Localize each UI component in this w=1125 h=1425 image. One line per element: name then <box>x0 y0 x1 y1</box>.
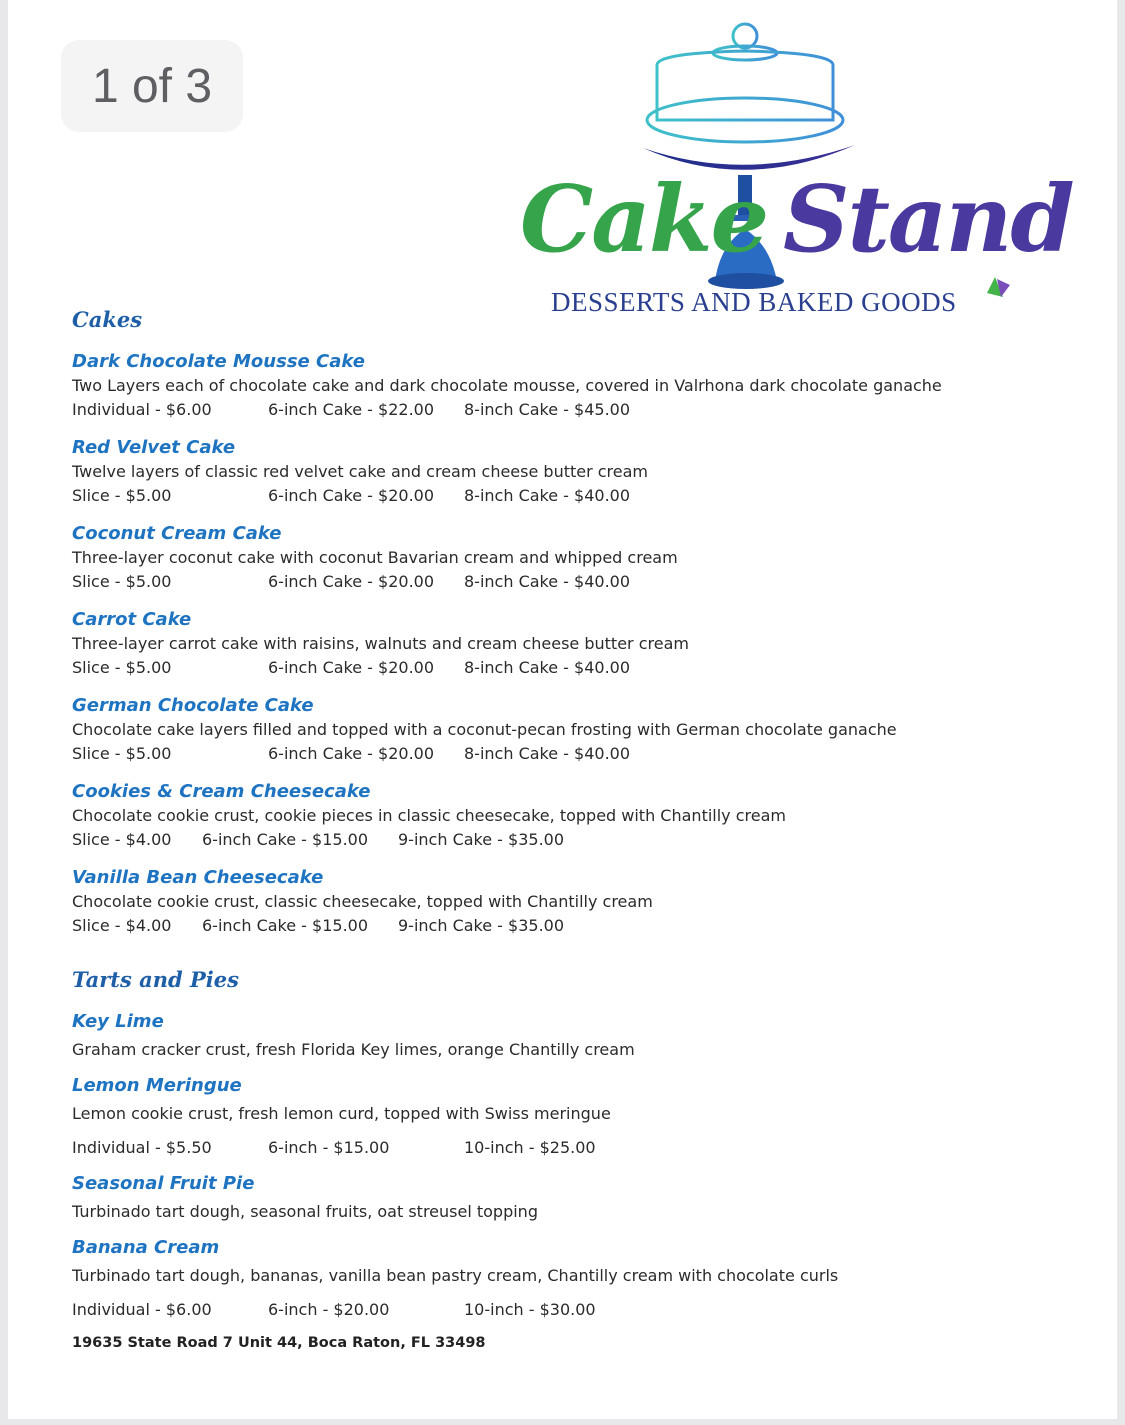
price-row <box>72 914 1082 938</box>
menu-content <box>72 306 1082 1354</box>
item-description: Twelve layers of classic red velvet cake and cream cheese butter cream <box>72 462 649 481</box>
price: 9-inch Cake - $35.00 <box>398 830 565 849</box>
menu-item <box>72 522 1082 594</box>
item-description: Chocolate cake layers filled and topped with a coconut-pecan frosting with German chocolate ganache <box>72 720 897 739</box>
price: Slice - $5.00 <box>72 744 172 763</box>
page-indicator: 1 of 3 <box>61 40 243 132</box>
price: Individual - $5.50 <box>72 1138 212 1157</box>
price-row <box>72 484 1082 508</box>
item-name: Red Velvet Cake <box>72 437 236 458</box>
item-description: Chocolate cookie crust, classic cheesecake, topped with Chantilly cream <box>72 892 653 911</box>
price-row <box>72 742 1082 766</box>
viewer-frame-bottom <box>0 1419 1125 1425</box>
price: Slice - $5.00 <box>72 486 172 505</box>
price: Individual - $6.00 <box>72 400 212 419</box>
price: 6-inch Cake - $20.00 <box>268 658 435 677</box>
item-description: Graham cracker crust, fresh Florida Key limes, orange Chantilly cream <box>72 1040 635 1059</box>
logo-word-cake: Cake <box>520 165 768 273</box>
item-name: Coconut Cream Cake <box>72 523 282 544</box>
price: 6-inch Cake - $15.00 <box>202 916 369 935</box>
item-name: Seasonal Fruit Pie <box>72 1173 255 1194</box>
price: Slice - $4.00 <box>72 830 172 849</box>
logo-word-stand: Stand <box>783 165 1073 273</box>
price-row <box>72 828 1082 852</box>
menu-item <box>72 1010 1082 1062</box>
price: 6-inch Cake - $20.00 <box>268 572 435 591</box>
item-description: Lemon cookie crust, fresh lemon curd, topped with Swiss meringue <box>72 1104 611 1123</box>
price-row <box>72 656 1082 680</box>
item-description: Turbinado tart dough, seasonal fruits, oat streusel topping <box>72 1202 538 1221</box>
item-name: Key Lime <box>72 1011 164 1032</box>
price: 6-inch Cake - $22.00 <box>268 400 435 419</box>
price: Slice - $5.00 <box>72 658 172 677</box>
price: 8-inch Cake - $40.00 <box>464 658 631 677</box>
item-description: Chocolate cookie crust, cookie pieces in classic cheesecake, topped with Chantilly cream <box>72 806 786 825</box>
price: 9-inch Cake - $35.00 <box>398 916 565 935</box>
price: 8-inch Cake - $45.00 <box>464 400 631 419</box>
menu-item <box>72 1172 1082 1224</box>
section-title-tarts: Tarts and Pies <box>72 967 239 992</box>
menu-item <box>72 866 1082 938</box>
item-name: Vanilla Bean Cheesecake <box>72 867 324 888</box>
footer-address: 19635 State Road 7 Unit 44, Boca Raton, FL 33498 <box>72 1335 486 1351</box>
price: Individual - $6.00 <box>72 1300 212 1319</box>
price: 8-inch Cake - $40.00 <box>464 744 631 763</box>
viewer-frame-right <box>1117 0 1125 1425</box>
menu-item <box>72 780 1082 852</box>
item-description: Three-layer carrot cake with raisins, walnuts and cream cheese butter cream <box>72 634 689 653</box>
viewer-frame-left <box>0 0 8 1425</box>
item-name: Cookies & Cream Cheesecake <box>72 781 371 802</box>
price: 10-inch - $30.00 <box>464 1300 596 1319</box>
menu-item <box>72 694 1082 766</box>
price-row <box>72 398 1082 422</box>
price: 8-inch Cake - $40.00 <box>464 572 631 591</box>
price: Slice - $5.00 <box>72 572 172 591</box>
price-row <box>72 1136 1082 1160</box>
item-name: Dark Chocolate Mousse Cake <box>72 351 365 372</box>
menu-item <box>72 436 1082 508</box>
section-title-cakes: Cakes <box>72 307 143 332</box>
price: 6-inch Cake - $20.00 <box>268 486 435 505</box>
price: Slice - $4.00 <box>72 916 172 935</box>
logo-tagline: DESSERTS AND BAKED GOODS <box>551 287 957 317</box>
item-description: Two Layers each of chocolate cake and dark chocolate mousse, covered in Valrhona dark chocolate ganache <box>72 376 942 395</box>
menu-item <box>72 350 1082 422</box>
price-row <box>72 1298 1082 1322</box>
menu-item <box>72 608 1082 680</box>
menu-item <box>72 1074 1082 1160</box>
price-row <box>72 570 1082 594</box>
item-description: Three-layer coconut cake with coconut Bavarian cream and whipped cream <box>72 548 678 567</box>
price: 6-inch Cake - $15.00 <box>202 830 369 849</box>
item-name: Lemon Meringue <box>72 1075 242 1096</box>
price: 6-inch - $20.00 <box>268 1300 390 1319</box>
price: 6-inch - $15.00 <box>268 1138 390 1157</box>
menu-item <box>72 1236 1082 1322</box>
cake-stand-logo <box>515 15 1073 325</box>
item-name: Banana Cream <box>72 1237 220 1258</box>
price: 6-inch Cake - $20.00 <box>268 744 435 763</box>
item-name: German Chocolate Cake <box>72 695 314 716</box>
price: 8-inch Cake - $40.00 <box>464 486 631 505</box>
item-name: Carrot Cake <box>72 609 192 630</box>
item-description: Turbinado tart dough, bananas, vanilla bean pastry cream, Chantilly cream with chocolate curls <box>72 1266 839 1285</box>
price: 10-inch - $25.00 <box>464 1138 596 1157</box>
